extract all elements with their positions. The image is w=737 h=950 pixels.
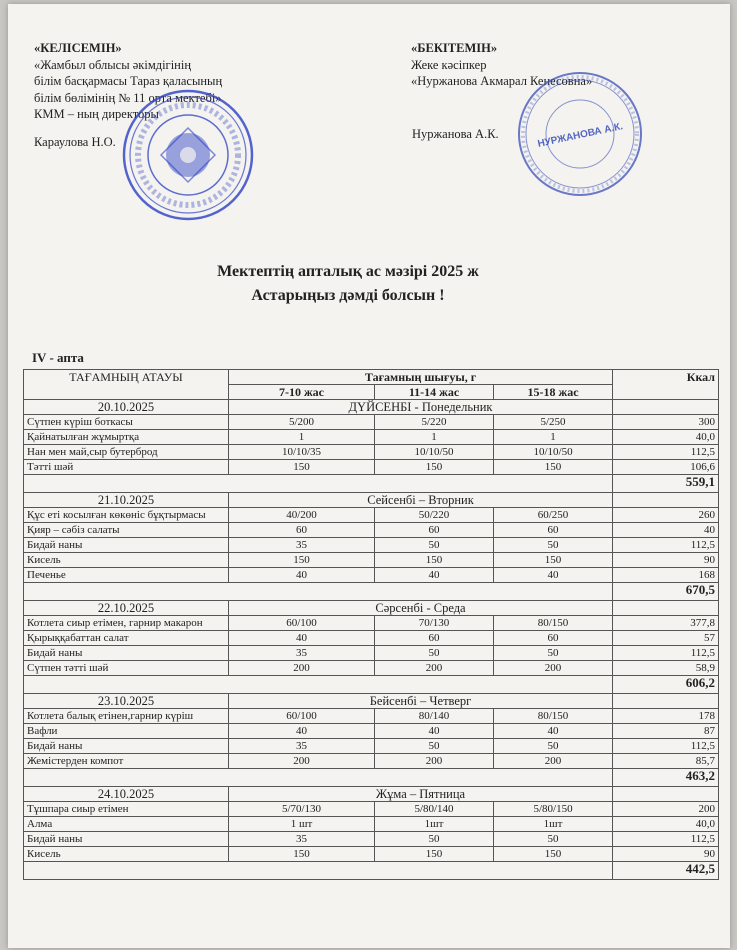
dish-name: Бидай наны bbox=[24, 832, 229, 847]
column-header-age: 11-14 жас bbox=[375, 385, 494, 400]
yield-7-10: 35 bbox=[229, 739, 375, 754]
yield-7-10: 35 bbox=[229, 832, 375, 847]
dish-name: Вафли bbox=[24, 724, 229, 739]
day-total-blank bbox=[24, 583, 613, 601]
yield-15-18: 60 bbox=[494, 523, 613, 538]
yield-15-18: 5/250 bbox=[494, 415, 613, 430]
yield-15-18: 60 bbox=[494, 631, 613, 646]
day-total-row bbox=[24, 475, 719, 493]
table-row bbox=[24, 553, 719, 568]
approval-left-line: білім басқармасы Тараз қаласының bbox=[34, 74, 223, 88]
yield-7-10: 40 bbox=[229, 631, 375, 646]
dish-name: Қырыққабаттан салат bbox=[24, 631, 229, 646]
menu-table-body bbox=[24, 400, 719, 880]
yield-7-10: 60/100 bbox=[229, 709, 375, 724]
day-name: Бейсенбі – Четверг bbox=[229, 694, 613, 709]
yield-7-10: 40/200 bbox=[229, 508, 375, 523]
table-row bbox=[24, 709, 719, 724]
yield-7-10: 10/10/35 bbox=[229, 445, 375, 460]
seal-right-text: НУРЖАНОВА А.К. bbox=[536, 121, 624, 150]
dish-name: Печенье bbox=[24, 568, 229, 583]
day-header-row bbox=[24, 400, 719, 415]
yield-15-18: 50 bbox=[494, 646, 613, 661]
column-header-kcal: Ккал bbox=[613, 370, 719, 400]
yield-11-14: 60 bbox=[375, 631, 494, 646]
day-total-kcal: 606,2 bbox=[613, 676, 719, 694]
day-total-kcal: 559,1 bbox=[613, 475, 719, 493]
day-kcal-empty bbox=[613, 400, 719, 415]
dish-kcal: 40 bbox=[613, 523, 719, 538]
yield-11-14: 40 bbox=[375, 568, 494, 583]
approval-left-title: «КЕЛІСЕМІН» bbox=[34, 41, 122, 55]
dish-kcal: 112,5 bbox=[613, 832, 719, 847]
day-total-blank bbox=[24, 676, 613, 694]
day-total-kcal: 463,2 bbox=[613, 769, 719, 787]
dish-kcal: 40,0 bbox=[613, 430, 719, 445]
dish-name: Кисель bbox=[24, 553, 229, 568]
dish-kcal: 90 bbox=[613, 847, 719, 862]
yield-7-10: 40 bbox=[229, 568, 375, 583]
dish-name: Бидай наны bbox=[24, 538, 229, 553]
day-header-row bbox=[24, 601, 719, 616]
yield-7-10: 150 bbox=[229, 847, 375, 862]
yield-7-10: 60/100 bbox=[229, 616, 375, 631]
yield-11-14: 50 bbox=[375, 739, 494, 754]
column-header-age: 15-18 жас bbox=[494, 385, 613, 400]
yield-15-18: 80/150 bbox=[494, 709, 613, 724]
day-date: 20.10.2025 bbox=[24, 400, 229, 415]
dish-kcal: 112,5 bbox=[613, 445, 719, 460]
yield-15-18: 1шт bbox=[494, 817, 613, 832]
yield-11-14: 1 bbox=[375, 430, 494, 445]
table-row bbox=[24, 661, 719, 676]
day-name: Сәрсенбі - Среда bbox=[229, 601, 613, 616]
day-header-row bbox=[24, 694, 719, 709]
yield-7-10: 40 bbox=[229, 724, 375, 739]
yield-11-14: 50 bbox=[375, 832, 494, 847]
dish-kcal: 58,9 bbox=[613, 661, 719, 676]
yield-7-10: 150 bbox=[229, 460, 375, 475]
yield-11-14: 5/220 bbox=[375, 415, 494, 430]
table-row bbox=[24, 508, 719, 523]
day-header-row bbox=[24, 787, 719, 802]
approval-right-title: «БЕКІТЕМІН» bbox=[411, 41, 498, 55]
day-total-blank bbox=[24, 862, 613, 880]
menu-title: Мектептің апталық ас мәзірі 2025 ж bbox=[217, 263, 479, 280]
table-row bbox=[24, 832, 719, 847]
day-date: 23.10.2025 bbox=[24, 694, 229, 709]
approval-left-line: білім бөлімінің № 11 орта мектебі» bbox=[34, 90, 222, 105]
day-kcal-empty bbox=[613, 601, 719, 616]
yield-7-10: 60 bbox=[229, 523, 375, 538]
dish-kcal: 178 bbox=[613, 709, 719, 724]
approval-right-line: «Нуржанова Акмарал Кенесовна» bbox=[411, 74, 593, 88]
yield-7-10: 1 bbox=[229, 430, 375, 445]
dish-name: Котлета сиыр етімен, гарнир макарон bbox=[24, 616, 229, 631]
dish-kcal: 200 bbox=[613, 802, 719, 817]
day-name: Сейсенбі – Вторник bbox=[229, 493, 613, 508]
table-row bbox=[24, 460, 719, 475]
table-row bbox=[24, 415, 719, 430]
table-row bbox=[24, 430, 719, 445]
table-row bbox=[24, 802, 719, 817]
dish-name: Кисель bbox=[24, 847, 229, 862]
yield-7-10: 200 bbox=[229, 754, 375, 769]
day-header-row bbox=[24, 493, 719, 508]
table-row bbox=[24, 631, 719, 646]
yield-11-14: 200 bbox=[375, 661, 494, 676]
table-header-row bbox=[24, 370, 719, 385]
dish-name: Құс еті косылған көкөніс бұқтырмасы bbox=[24, 508, 229, 523]
yield-15-18: 50 bbox=[494, 538, 613, 553]
day-total-row bbox=[24, 862, 719, 880]
table-row bbox=[24, 616, 719, 631]
dish-name: Қайнатылған жұмыртқа bbox=[24, 430, 229, 445]
yield-15-18: 40 bbox=[494, 568, 613, 583]
yield-7-10: 200 bbox=[229, 661, 375, 676]
menu-table bbox=[23, 369, 719, 880]
dish-kcal: 57 bbox=[613, 631, 719, 646]
table-row bbox=[24, 568, 719, 583]
dish-kcal: 112,5 bbox=[613, 739, 719, 754]
yield-11-14: 50 bbox=[375, 538, 494, 553]
day-total-kcal: 442,5 bbox=[613, 862, 719, 880]
table-row bbox=[24, 754, 719, 769]
day-total-row bbox=[24, 676, 719, 694]
dish-kcal: 260 bbox=[613, 508, 719, 523]
table-row bbox=[24, 739, 719, 754]
approval-left-signature: Караулова Н.О. bbox=[34, 135, 116, 149]
dish-name: Тәтті шәй bbox=[24, 460, 229, 475]
yield-11-14: 70/130 bbox=[375, 616, 494, 631]
dish-name: Сүтпен күріш боткасы bbox=[24, 415, 229, 430]
yield-15-18: 50 bbox=[494, 739, 613, 754]
dish-kcal: 168 bbox=[613, 568, 719, 583]
yield-11-14: 150 bbox=[375, 847, 494, 862]
yield-11-14: 5/80/140 bbox=[375, 802, 494, 817]
yield-15-18: 5/80/150 bbox=[494, 802, 613, 817]
table-row bbox=[24, 817, 719, 832]
dish-name: Алма bbox=[24, 817, 229, 832]
dish-kcal: 112,5 bbox=[613, 538, 719, 553]
day-date: 22.10.2025 bbox=[24, 601, 229, 616]
yield-7-10: 35 bbox=[229, 538, 375, 553]
day-total-blank bbox=[24, 769, 613, 787]
day-total-blank bbox=[24, 475, 613, 493]
yield-15-18: 200 bbox=[494, 754, 613, 769]
dish-kcal: 90 bbox=[613, 553, 719, 568]
approval-right-line: Жеке кәсіпкер bbox=[411, 57, 487, 72]
day-date: 21.10.2025 bbox=[24, 493, 229, 508]
day-date: 24.10.2025 bbox=[24, 787, 229, 802]
yield-15-18: 150 bbox=[494, 847, 613, 862]
dish-kcal: 85,7 bbox=[613, 754, 719, 769]
yield-15-18: 50 bbox=[494, 832, 613, 847]
day-total-row bbox=[24, 583, 719, 601]
yield-11-14: 1шт bbox=[375, 817, 494, 832]
day-kcal-empty bbox=[613, 493, 719, 508]
dish-name: Нан мен май,сыр бутерброд bbox=[24, 445, 229, 460]
yield-15-18: 200 bbox=[494, 661, 613, 676]
table-row bbox=[24, 724, 719, 739]
dish-name: Қияр – сәбіз салаты bbox=[24, 523, 229, 538]
school-seal-stamp bbox=[121, 88, 255, 222]
day-total-kcal: 670,5 bbox=[613, 583, 719, 601]
day-name: Жұма – Пятница bbox=[229, 787, 613, 802]
yield-7-10: 5/200 bbox=[229, 415, 375, 430]
week-label: IV - апта bbox=[32, 350, 84, 365]
menu-subtitle: Астарыңыз дәмді болсын ! bbox=[251, 287, 445, 304]
yield-7-10: 35 bbox=[229, 646, 375, 661]
yield-11-14: 60 bbox=[375, 523, 494, 538]
dish-name: Сүтпен тәтті шәй bbox=[24, 661, 229, 676]
yield-15-18: 60/250 bbox=[494, 508, 613, 523]
dish-name: Бидай наны bbox=[24, 646, 229, 661]
dish-name: Жемістерден компот bbox=[24, 754, 229, 769]
yield-15-18: 150 bbox=[494, 460, 613, 475]
approval-right-signature: Нуржанова А.К. bbox=[412, 127, 499, 141]
column-header-yield: Тағамның шығуы, г bbox=[229, 370, 613, 385]
dish-kcal: 106,6 bbox=[613, 460, 719, 475]
yield-11-14: 50/220 bbox=[375, 508, 494, 523]
yield-15-18: 40 bbox=[494, 724, 613, 739]
yield-15-18: 1 bbox=[494, 430, 613, 445]
dish-name: Тұшпара сиыр етімен bbox=[24, 802, 229, 817]
table-row bbox=[24, 523, 719, 538]
yield-11-14: 150 bbox=[375, 553, 494, 568]
yield-15-18: 80/150 bbox=[494, 616, 613, 631]
column-header-age: 7-10 жас bbox=[229, 385, 375, 400]
yield-11-14: 50 bbox=[375, 646, 494, 661]
table-row bbox=[24, 847, 719, 862]
dish-name: Бидай наны bbox=[24, 739, 229, 754]
yield-15-18: 150 bbox=[494, 553, 613, 568]
approval-left-line: «Жамбыл облысы әкімдігінің bbox=[34, 57, 192, 72]
yield-11-14: 200 bbox=[375, 754, 494, 769]
day-total-row bbox=[24, 769, 719, 787]
dish-kcal: 112,5 bbox=[613, 646, 719, 661]
dish-name: Котлета балық етінен,гарнир күріш bbox=[24, 709, 229, 724]
approval-left-line: КММ – ның директоры bbox=[34, 107, 159, 121]
yield-7-10: 1 шт bbox=[229, 817, 375, 832]
table-row bbox=[24, 538, 719, 553]
table-row bbox=[24, 646, 719, 661]
dish-kcal: 40,0 bbox=[613, 817, 719, 832]
dish-kcal: 377,8 bbox=[613, 616, 719, 631]
column-header-name: ТАҒАМНЫҢ АТАУЫ bbox=[24, 370, 229, 400]
yield-15-18: 10/10/50 bbox=[494, 445, 613, 460]
yield-11-14: 80/140 bbox=[375, 709, 494, 724]
yield-11-14: 10/10/50 bbox=[375, 445, 494, 460]
day-name: ДҮЙСЕНБІ - Понедельник bbox=[229, 400, 613, 415]
day-kcal-empty bbox=[613, 694, 719, 709]
entrepreneur-seal-stamp bbox=[516, 70, 644, 198]
yield-11-14: 40 bbox=[375, 724, 494, 739]
day-kcal-empty bbox=[613, 787, 719, 802]
dish-kcal: 87 bbox=[613, 724, 719, 739]
yield-7-10: 150 bbox=[229, 553, 375, 568]
yield-7-10: 5/70/130 bbox=[229, 802, 375, 817]
table-row bbox=[24, 445, 719, 460]
document-page bbox=[8, 4, 730, 948]
dish-kcal: 300 bbox=[613, 415, 719, 430]
yield-11-14: 150 bbox=[375, 460, 494, 475]
